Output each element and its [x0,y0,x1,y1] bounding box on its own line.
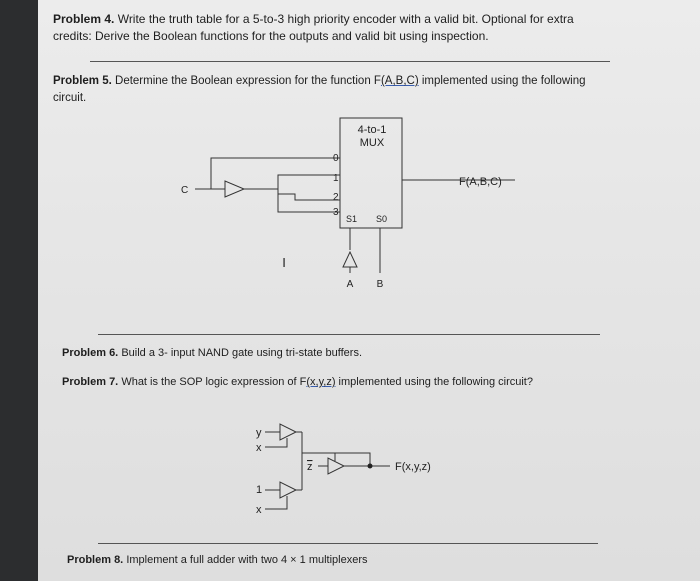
input-y-label: y [256,427,262,439]
x-top-enable-wire [265,438,287,447]
x-bottom-enable-wire [265,496,287,509]
input-one-label: 1 [256,484,263,496]
top-tristate-buffer [280,424,296,440]
mux-input-2-label: 2 [333,192,339,203]
wire-to-input-0 [211,158,340,189]
input-x-bottom-label: x [256,504,262,516]
wire-to-input-3 [278,194,340,212]
divider-2 [98,334,600,335]
mux-output-label: F(A,B,C) [459,176,502,188]
mux-title-line1: 4-to-1 [357,124,387,136]
input-x-top-label: x [256,442,262,454]
input-z-bar-label: z [307,461,313,473]
problem-6 [62,345,602,362]
text-cursor-icon: I [282,255,286,270]
problem-7-text-before: What is the SOP logic expression of F [121,376,307,388]
mux-select-s0-label: S0 [376,214,388,224]
c-buffer-gate [225,181,244,197]
problem-5-label: Problem 5. [53,75,112,87]
tristate-output-label: F(x,y,z) [395,461,431,473]
wire-to-input-2 [278,189,340,200]
wire-to-input-1 [278,175,340,189]
mux-input-0-label: 0 [333,153,339,164]
mux-input-3-label: 3 [333,207,339,218]
problem-6-label: Problem 6. [62,347,119,359]
problem-7 [62,375,622,389]
mux-select-s1-label: S1 [346,214,358,224]
problem-7-label: Problem 7. [62,376,119,388]
input-a-label: A [346,279,354,290]
problem-8 [67,552,607,569]
middle-tristate-buffer [328,458,344,474]
problem-5-text-after: implemented using the following circuit. [53,75,586,104]
problem-7-args: (x,y,z) [306,376,336,388]
mux-title-line2: MUX [359,137,385,149]
output-junction-dot [368,464,373,469]
problem-4-text: Write the truth table for a 5-to-3 high priority encoder with a valid bit. Optional for extra credits: Derive the Boolean functions for the outputs and valid bit using inspection. [53,12,574,43]
bottom-tristate-buffer [280,482,296,498]
problem-5-text-before: Determine the Boolean expression for the function F [115,75,381,87]
problem-5-args: (A,B,C) [380,75,419,87]
mux-input-1-label: 1 [333,173,339,184]
a-buffer-gate [343,252,357,267]
mux-circuit [195,118,515,273]
problem-6-text: Build a 3- input NAND gate using tri-state buffers. [121,347,363,359]
problem-8-label: Problem 8. [67,554,124,566]
input-b-label: B [376,279,384,290]
input-c-label: C [181,185,189,196]
problem-4-label: Problem 4. [53,12,115,26]
problem-7-text-after: implemented using the following circuit? [335,376,533,388]
problem-8-text: Implement a full adder with two 4 × 1 multiplexers [126,554,368,566]
divider-3 [98,543,598,544]
